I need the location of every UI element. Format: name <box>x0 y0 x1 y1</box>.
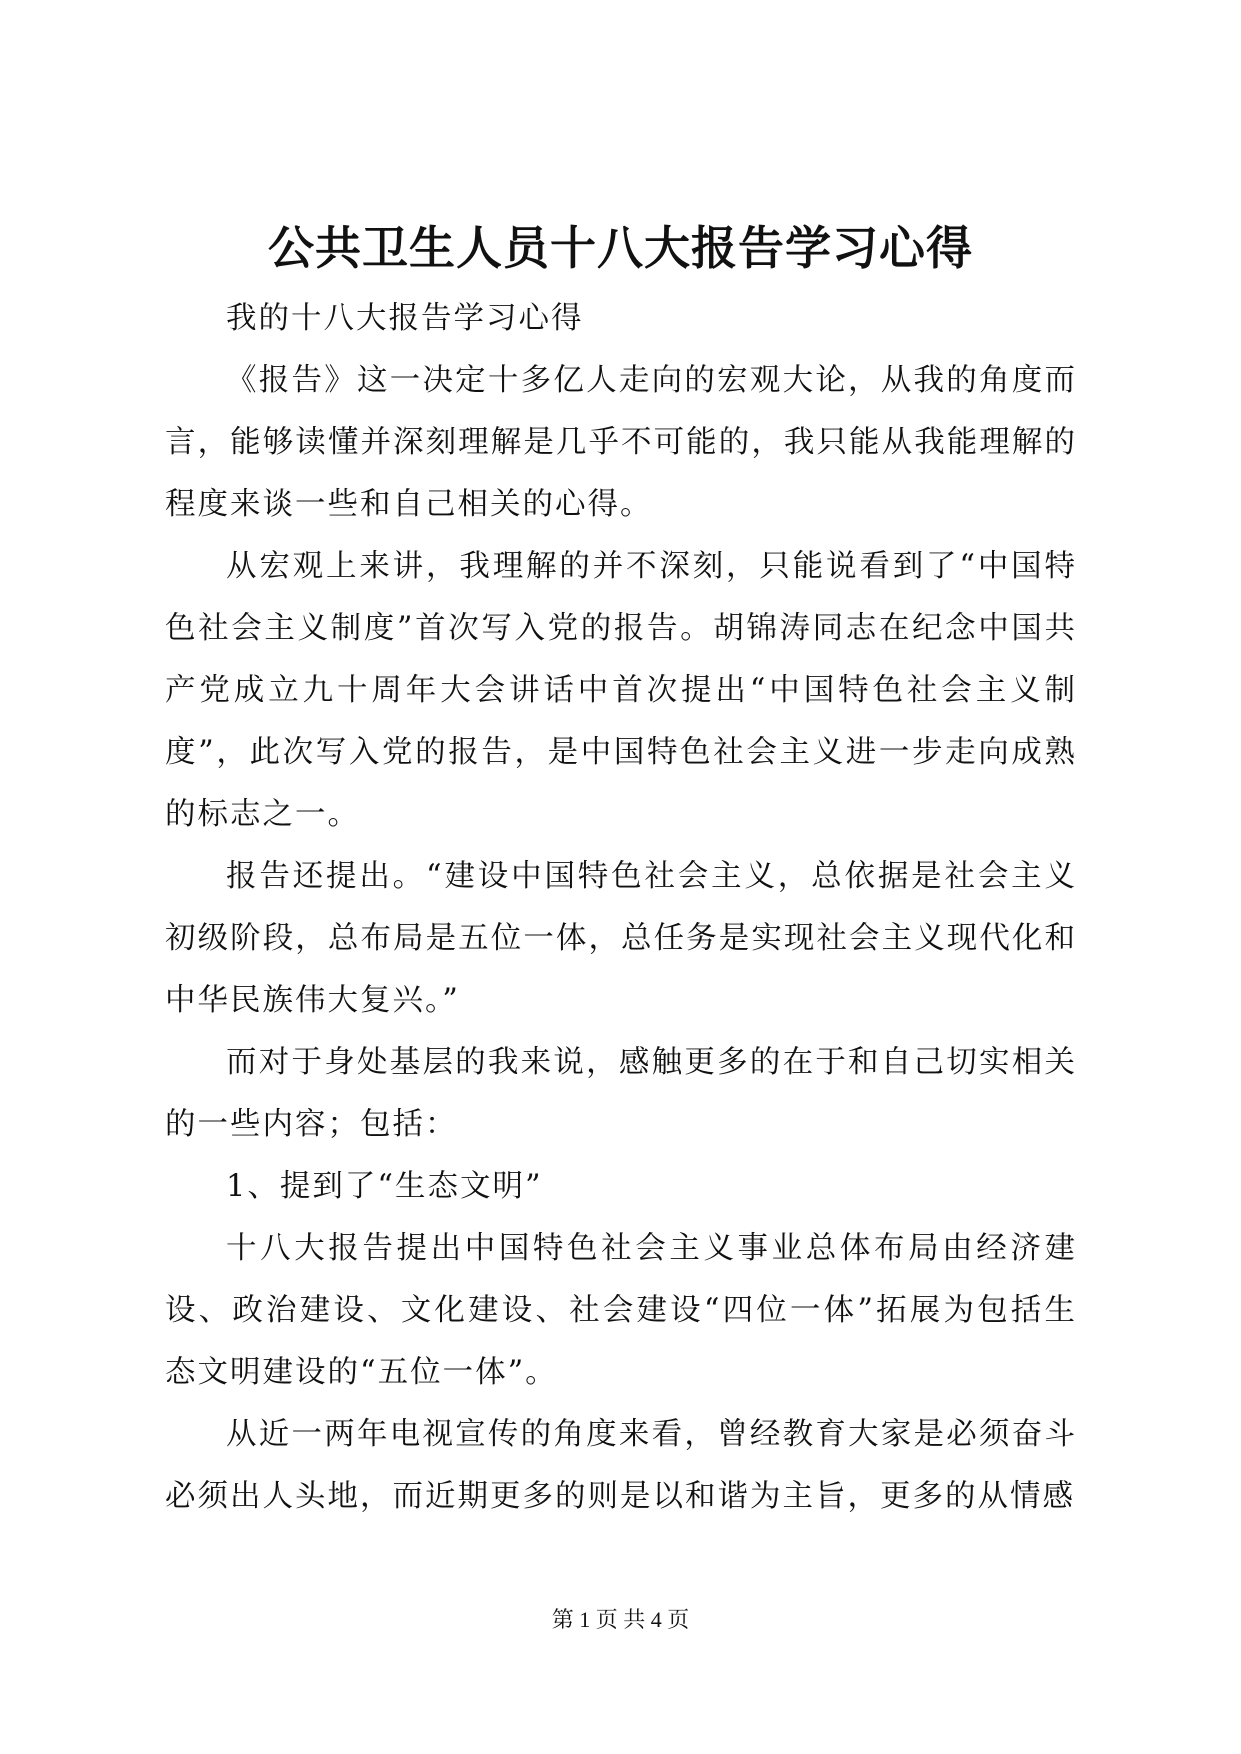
document-body <box>165 288 1077 1528</box>
paragraph: 十八大报告提出中国特色社会主义事业总体布局由经济建设、政治建设、文化建设、社会建设“四位一体”拓展为包括生态文明建设的“五位一体”。 <box>165 1231 1077 1390</box>
page-title: 公共卫生人员十八大报告学习心得 <box>268 221 973 275</box>
paragraph: 报告还提出。“建设中国特色社会主义，总依据是社会主义初级阶段，总布局是五位一体，总任务是实现社会主义现代化和中华民族伟大复兴。” <box>165 859 1077 1018</box>
page-number-footer: 第 1 页 共 4 页 <box>551 1607 690 1632</box>
paragraph-list-heading: 1、提到了“生态文明” <box>226 1169 543 1204</box>
paragraph: 从近一两年电视宣传的角度来看，曾经教育大家是必须奋斗必须出人头地，而近期更多的则是以和谐为主旨，更多的从情感 <box>165 1417 1077 1514</box>
paragraph-subtitle: 我的十八大报告学习心得 <box>226 301 584 336</box>
paragraph: 而对于身处基层的我来说，感触更多的在于和自己切实相关的一些内容；包括： <box>165 1045 1077 1142</box>
paragraph: 从宏观上来讲，我理解的并不深刻，只能说看到了“中国特色社会主义制度”首次写入党的报告。胡锦涛同志在纪念中国共产党成立九十周年大会讲话中首次提出“中国特色社会主义制度”，此次写入党的报告，是中国特色社会主义进一步走向成熟的标志之一。 <box>165 549 1077 832</box>
paragraph: 《报告》这一决定十多亿人走向的宏观大论，从我的角度而言，能够读懂并深刻理解是几乎不可能的，我只能从我能理解的程度来谈一些和自己相关的心得。 <box>165 363 1077 522</box>
